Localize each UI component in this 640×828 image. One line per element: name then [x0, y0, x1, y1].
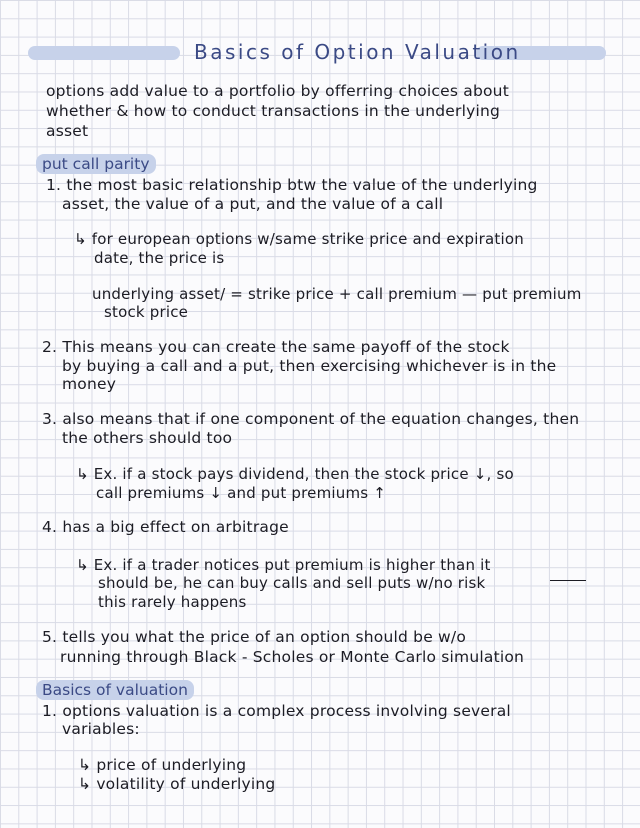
section-heading-put-call-parity: put call parity [36, 154, 156, 174]
intro-line-3: asset [46, 122, 89, 140]
point-4-sub-line-2: should be, he can buy calls and sell puts w/no risk [98, 574, 486, 592]
valuation-item-price: ↳ price of underlying [78, 756, 247, 774]
valuation-point-1-line-2: variables: [62, 720, 140, 738]
point-2-line-1: 2. This means you can create the same payoff of the stock [42, 338, 510, 356]
formula-line-2: stock price [104, 303, 189, 321]
page-title: Basics of Option Valuation [194, 40, 521, 64]
point-2-line-2: by buying a call and a put, then exercising whichever is in the [62, 357, 557, 375]
point-2-line-3: money [62, 375, 117, 393]
point-1-sub-line-2: date, the price is [94, 249, 225, 267]
point-3-line-2: the others should too [62, 429, 233, 447]
point-3-sub-line-1: ↳ Ex. if a stock pays dividend, then the stock price ↓, so [76, 465, 514, 483]
point-4-sub-line-3: this rarely happens [98, 593, 247, 611]
point-3-line-1: 3. also means that if one component of the equation changes, then [42, 410, 580, 428]
point-3-sub-line-2: call premiums ↓ and put premiums ↑ [96, 484, 387, 502]
intro-line-2: whether & how to conduct transactions in the underlying [46, 102, 501, 120]
arrow-dash [550, 580, 586, 581]
valuation-item-volatility: ↳ volatility of underlying [78, 775, 276, 793]
title-bar-left [28, 46, 180, 60]
point-4: 4. has a big effect on arbitrage [42, 518, 289, 536]
point-5-line-2: running through Black - Scholes or Monte Carlo simulation [60, 648, 525, 666]
point-1-line-1: 1. the most basic relationship btw the value of the underlying [46, 176, 538, 194]
title-banner [28, 40, 606, 66]
point-1-line-2: asset, the value of a put, and the value of a call [62, 195, 444, 213]
intro-line-1: options add value to a portfolio by offerring choices about [46, 82, 509, 100]
point-5-line-1: 5. tells you what the price of an option should be w/o [42, 628, 467, 646]
valuation-point-1-line-1: 1. options valuation is a complex process involving several [42, 702, 511, 720]
formula-line-1: underlying asset/ = strike price + call premium — put premium [92, 285, 582, 303]
section-heading-basics-of-valuation: Basics of valuation [36, 680, 194, 700]
point-1-sub-line-1: ↳ for european options w/same strike price and expiration [74, 230, 524, 248]
point-4-sub-line-1: ↳ Ex. if a trader notices put premium is higher than it [76, 556, 491, 574]
